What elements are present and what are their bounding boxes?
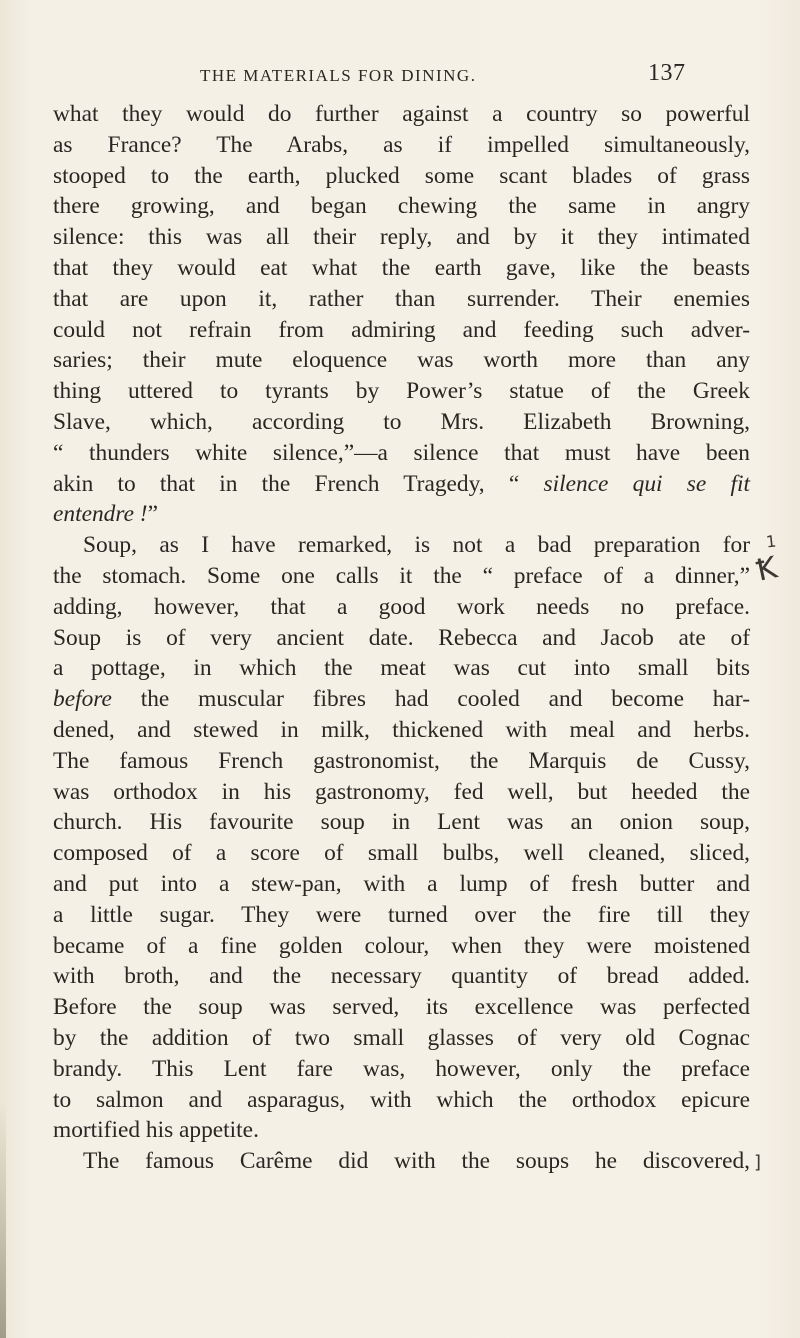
text-line [53,499,750,530]
text-line: dened, and stewed in milk, thickened with meal and herbs. [53,716,750,743]
paragraph-start-line: Soup, as I have remarked, is not a bad preparation for [83,532,750,559]
text-line: brandy. This Lent fare was, however, only the preface [53,1055,750,1082]
text-line: and put into a stew-pan, with a lump of fresh butter and [53,870,750,897]
italic-phrase: silence qui se fit [543,470,750,497]
body-text [53,99,750,1177]
italic-word: before [53,686,112,713]
text-line: “ thunders white silence,”—a silence that must have been [53,439,750,466]
text-line: as France? The Arabs, as if impelled simultaneously, [53,131,750,158]
margin-annotation-mark: 1 [765,531,778,552]
text-line: that are upon it, rather than surrender. Their enemies [53,285,750,312]
text-line: Slave, which, according to Mrs. Elizabeth Browning, [53,408,750,435]
running-title: THE MATERIALS FOR DINING. [200,66,477,85]
text-line: composed of a score of small bulbs, well cleaned, sliced, [53,840,750,867]
text-line: there growing, and began chewing the same in angry [53,193,750,220]
text-line: Soup is of very ancient date. Rebecca and Jacob ate of [53,624,750,651]
text-line: silence: this was all their reply, and by it they intimated [53,224,750,251]
text-line: with broth, and the necessary quantity of bread added. [53,963,750,990]
paragraph-start-line: The famous Carême did with the soups he discovered, [83,1148,750,1175]
text-line: adding, however, that a good work needs no preface. [53,593,750,620]
text-line: The famous French gastronomist, the Marquis de Cussy, [53,747,750,774]
text-line: what they would do further against a country so powerful [53,101,750,127]
text-line: by the addition of two small glasses of very old Cognac [53,1024,750,1051]
text-line [53,684,750,715]
text-line: that they would eat what the earth gave, like the beasts [53,254,750,281]
text-line: was orthodox in his gastronomy, fed well, but heeded the [53,778,750,805]
italic-phrase: entendre ! [53,501,148,528]
text-line: mortified his appetite. [53,1117,259,1144]
text-line: the stomach. Some one calls it the “ preface of a dinner,” [53,562,750,589]
text-line: Before the soup was served, its excellence was perfected [53,994,750,1021]
closing-quote: ” [147,501,158,528]
text-line: a little sugar. They were turned over the fire till they [53,901,750,928]
text-line: became of a fine golden colour, when they were moistened [53,932,750,959]
text-line: thing uttered to tyrants by Power’s statue of the Greek [53,378,750,405]
text-fragment: the muscular fibres had cooled and become har- [140,686,750,713]
page-number: 137 [648,60,686,86]
text-fragment: akin to that in the French Tragedy, “ [53,470,520,497]
binding-shadow [0,1100,6,1338]
text-line: church. His favourite soup in Lent was an onion soup, [53,809,750,836]
margin-annotation-mark: ] [754,1152,762,1173]
text-line: could not refrain from admiring and feeding such adver- [53,316,750,343]
text-line: to salmon and asparagus, with which the orthodox epicure [53,1086,750,1113]
text-line: stooped to the earth, plucked some scant blades of grass [53,162,750,189]
text-line [53,469,750,500]
text-line: a pottage, in which the meat was cut into small bits [53,655,750,682]
margin-annotation-mark: Ꝁ [753,550,781,589]
text-line: saries; their mute eloquence was worth more than any [53,347,750,374]
